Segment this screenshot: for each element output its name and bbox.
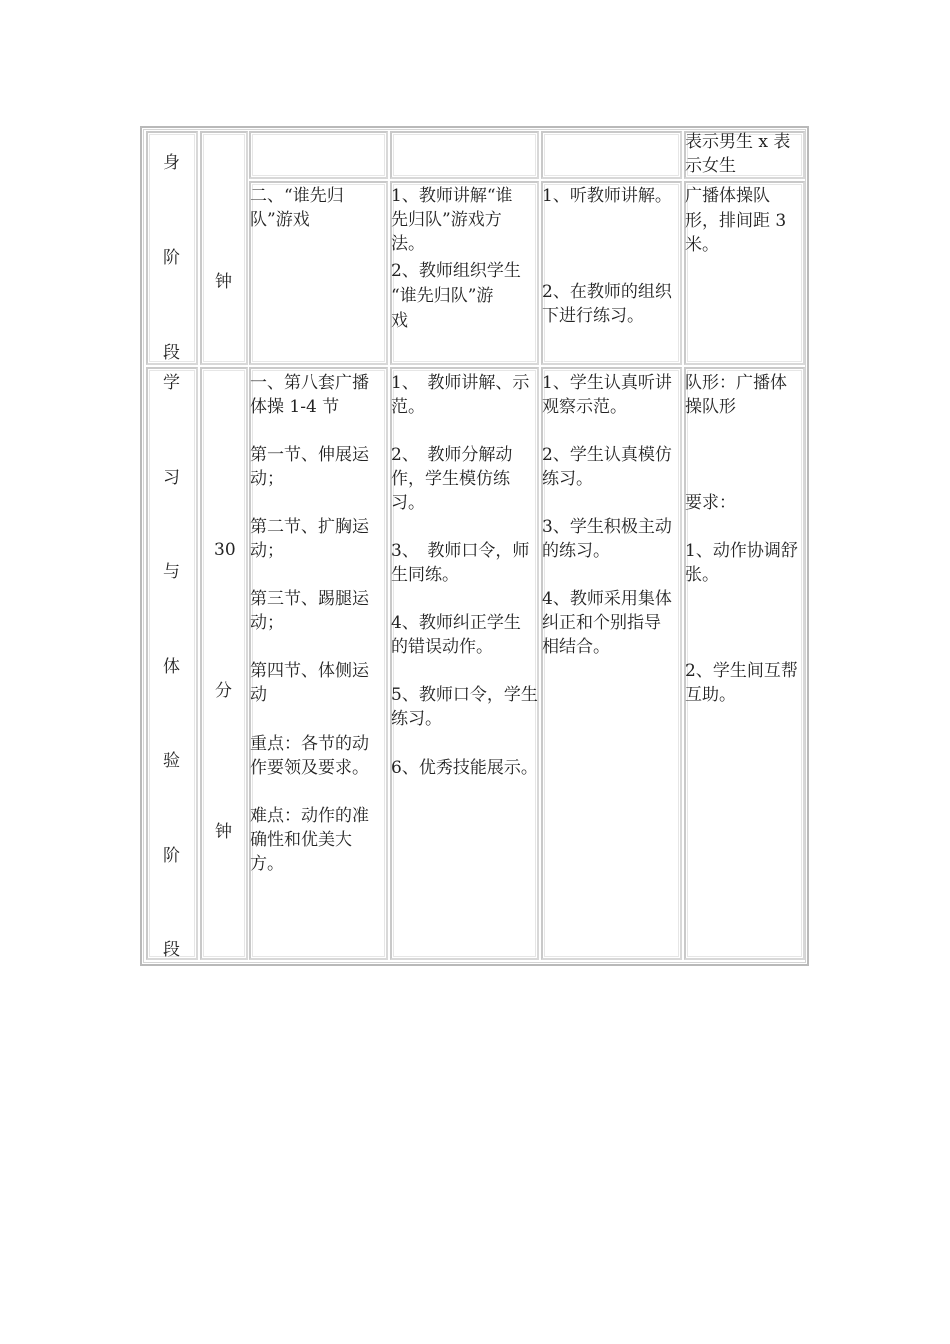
content-line: 动；	[250, 613, 284, 633]
org-line: 操队形	[685, 397, 736, 417]
student-line: 的练习。	[542, 541, 610, 561]
time-number: 30	[214, 540, 236, 560]
content-line: 动	[250, 685, 267, 705]
teacher-line: 2、 教师分解动	[391, 445, 513, 465]
org-note-line: 表示男生 x 表	[685, 132, 791, 152]
table-cell	[541, 181, 682, 365]
content-line: 第四节、体侧运	[250, 661, 369, 681]
content-line: 第二节、扩胸运	[250, 517, 369, 537]
teacher-line: 6、优秀技能展示。	[391, 758, 538, 778]
stage-label-char: 与	[163, 562, 180, 582]
org-line: 队形：广播体	[685, 373, 787, 393]
table-cell	[541, 131, 682, 179]
teacher-line: 的错误动作。	[391, 637, 493, 657]
teacher-line: 1、教师讲解“谁	[391, 186, 513, 206]
time-unit: 钟	[215, 822, 232, 842]
content-line: 重点：各节的动	[250, 734, 369, 754]
stage-label-char: 习	[163, 468, 180, 488]
stage-label-char: 阶	[163, 248, 180, 268]
teacher-line: 法。	[391, 234, 425, 254]
student-line: 相结合。	[542, 637, 610, 657]
table-cell	[390, 131, 539, 179]
teacher-line: 作，学生模仿练	[391, 469, 510, 489]
student-line: 3、学生积极主动	[542, 517, 672, 537]
time-cell	[200, 367, 248, 960]
student-line: 2、在教师的组织	[542, 282, 672, 302]
content-line: 作要领及要求。	[250, 758, 369, 778]
time-unit: 分	[215, 681, 232, 701]
teacher-line: “谁先归队”游	[391, 286, 494, 306]
org-line: 米。	[685, 235, 719, 255]
student-line: 下进行练习。	[542, 306, 644, 326]
content-line: 难点：动作的准	[250, 806, 369, 826]
teacher-line: 练习。	[391, 709, 442, 729]
teacher-line: 4、教师纠正学生	[391, 613, 521, 633]
time-label: 钟	[215, 272, 232, 292]
stage-label-char: 体	[163, 657, 180, 677]
content-line: 方。	[250, 854, 284, 874]
org-line: 2、学生间互帮	[685, 661, 798, 681]
org-line: 广播体操队	[685, 186, 770, 206]
teacher-line: 生同练。	[391, 565, 459, 585]
content-line: 第三节、踢腿运	[250, 589, 369, 609]
time-cell	[200, 131, 248, 365]
student-line: 观察示范。	[542, 397, 627, 417]
student-line: 练习。	[542, 469, 593, 489]
table-cell	[249, 131, 388, 179]
teacher-line: 先归队”游戏方	[391, 210, 502, 230]
stage-label-char: 段	[163, 343, 180, 363]
student-line: 1、听教师讲解。	[542, 186, 672, 206]
content-line: 队”游戏	[250, 210, 310, 230]
org-note-line: 示女生	[685, 156, 736, 176]
stage-label-char: 身	[163, 153, 180, 173]
stage-label-char: 学	[163, 373, 180, 393]
content-line: 动；	[250, 541, 284, 561]
content-line: 第一节、伸展运	[250, 445, 369, 465]
org-line: 1、动作协调舒	[685, 541, 798, 561]
student-line: 纠正和个别指导	[542, 613, 661, 633]
org-line: 张。	[685, 565, 719, 585]
content-line: 体操 1-4 节	[250, 397, 340, 417]
stage-label-char: 阶	[163, 846, 180, 866]
student-line: 1、学生认真听讲	[542, 373, 672, 393]
stage-label-char: 段	[163, 940, 180, 960]
org-line: 互助。	[685, 685, 736, 705]
teacher-line: 习。	[391, 493, 425, 513]
student-line: 4、教师采用集体	[542, 589, 672, 609]
teacher-line: 范。	[391, 397, 425, 417]
content-line: 动；	[250, 469, 284, 489]
stage-label-char: 验	[163, 751, 180, 771]
content-line: 确性和优美大	[250, 830, 352, 850]
teacher-line: 5、教师口令，学生	[391, 685, 538, 705]
teacher-line: 2、教师组织学生	[391, 261, 521, 281]
teacher-line: 戏	[391, 311, 408, 331]
teacher-line: 1、 教师讲解、示	[391, 373, 530, 393]
org-line: 要求：	[685, 493, 736, 513]
org-line: 形，排间距 3	[685, 211, 787, 231]
student-line: 2、学生认真模仿	[542, 445, 672, 465]
content-line: 一、第八套广播	[250, 373, 369, 393]
content-line: 二、“谁先归	[250, 186, 344, 206]
teacher-line: 3、 教师口令，师	[391, 541, 530, 561]
